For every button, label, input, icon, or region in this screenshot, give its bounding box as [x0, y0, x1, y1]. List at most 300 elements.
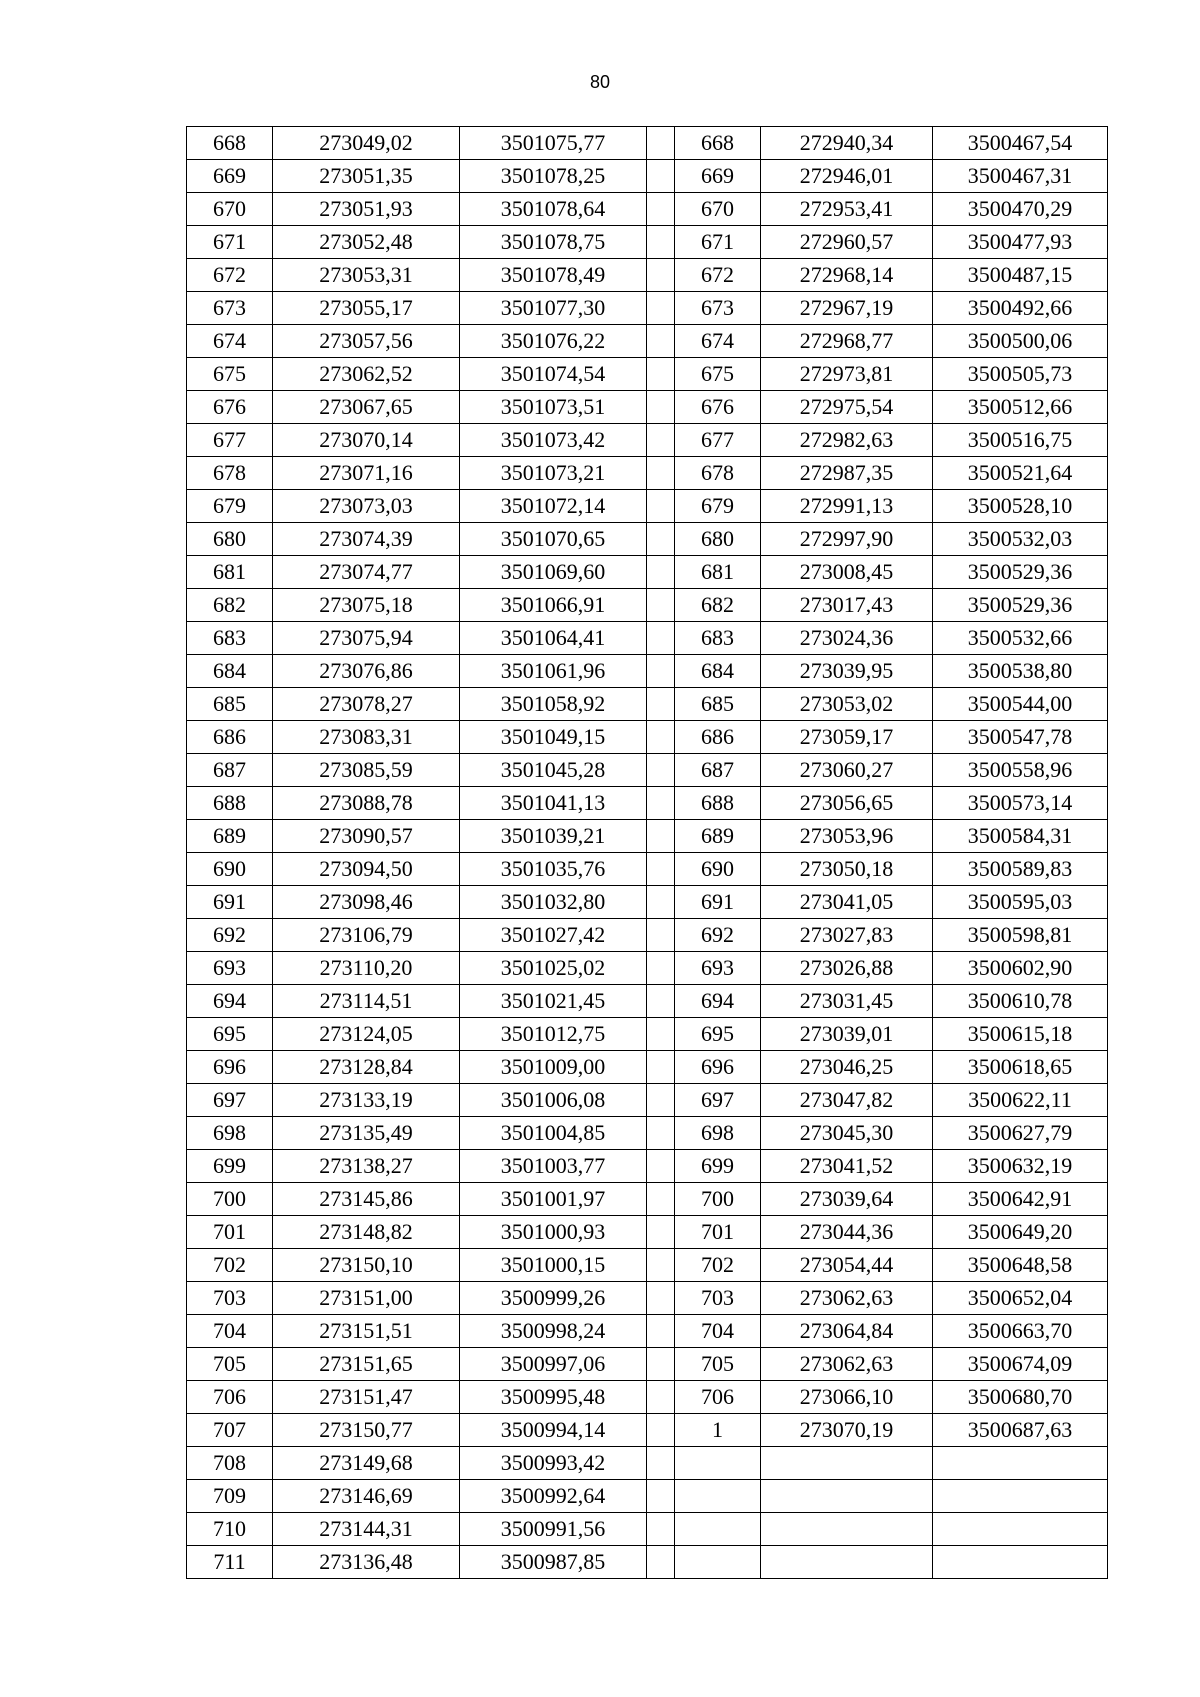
right-x-coordinate: 273047,82 [761, 1084, 933, 1117]
right-point-number: 702 [675, 1249, 761, 1282]
separator-cell [647, 1183, 675, 1216]
table-row [187, 160, 1108, 193]
right-point-number: 706 [675, 1381, 761, 1414]
left-y-coordinate: 3501073,21 [460, 457, 647, 490]
table-row [187, 556, 1108, 589]
left-point-number: 674 [187, 325, 273, 358]
left-y-coordinate: 3501069,60 [460, 556, 647, 589]
right-x-coordinate: 273059,17 [761, 721, 933, 754]
table-row [187, 853, 1108, 886]
left-x-coordinate: 273110,20 [273, 952, 460, 985]
left-point-number: 694 [187, 985, 273, 1018]
right-y-coordinate: 3500512,66 [933, 391, 1108, 424]
right-point-number: 673 [675, 292, 761, 325]
left-x-coordinate: 273145,86 [273, 1183, 460, 1216]
left-y-coordinate: 3500993,42 [460, 1447, 647, 1480]
left-y-coordinate: 3501045,28 [460, 754, 647, 787]
left-x-coordinate: 273146,69 [273, 1480, 460, 1513]
table-row [187, 127, 1108, 160]
separator-cell [647, 292, 675, 325]
right-y-coordinate: 3500610,78 [933, 985, 1108, 1018]
table-row [187, 919, 1108, 952]
right-y-coordinate [933, 1546, 1108, 1579]
right-point-number: 669 [675, 160, 761, 193]
left-point-number: 709 [187, 1480, 273, 1513]
left-y-coordinate: 3501012,75 [460, 1018, 647, 1051]
separator-cell [647, 1513, 675, 1546]
right-y-coordinate: 3500632,19 [933, 1150, 1108, 1183]
table-row [187, 1216, 1108, 1249]
right-point-number: 691 [675, 886, 761, 919]
separator-cell [647, 688, 675, 721]
table-row [187, 358, 1108, 391]
left-y-coordinate: 3501072,14 [460, 490, 647, 523]
left-point-number: 671 [187, 226, 273, 259]
left-x-coordinate: 273062,52 [273, 358, 460, 391]
right-x-coordinate: 272953,41 [761, 193, 933, 226]
page-number: 80 [589, 72, 611, 92]
table-row [187, 1546, 1108, 1579]
left-y-coordinate: 3501075,77 [460, 127, 647, 160]
right-y-coordinate: 3500602,90 [933, 952, 1108, 985]
separator-cell [647, 1447, 675, 1480]
right-x-coordinate: 273039,01 [761, 1018, 933, 1051]
left-x-coordinate: 273090,57 [273, 820, 460, 853]
table-row [187, 1381, 1108, 1414]
right-point-number: 700 [675, 1183, 761, 1216]
right-y-coordinate: 3500622,11 [933, 1084, 1108, 1117]
left-y-coordinate: 3501000,93 [460, 1216, 647, 1249]
table-row [187, 985, 1108, 1018]
left-x-coordinate: 273071,16 [273, 457, 460, 490]
left-x-coordinate: 273128,84 [273, 1051, 460, 1084]
right-y-coordinate [933, 1447, 1108, 1480]
right-y-coordinate: 3500674,09 [933, 1348, 1108, 1381]
table-row [187, 523, 1108, 556]
right-x-coordinate: 272975,54 [761, 391, 933, 424]
table-row [187, 787, 1108, 820]
left-point-number: 687 [187, 754, 273, 787]
separator-cell [647, 1348, 675, 1381]
left-x-coordinate: 273051,35 [273, 160, 460, 193]
left-y-coordinate: 3501003,77 [460, 1150, 647, 1183]
left-point-number: 678 [187, 457, 273, 490]
left-point-number: 681 [187, 556, 273, 589]
right-point-number: 676 [675, 391, 761, 424]
left-y-coordinate: 3500998,24 [460, 1315, 647, 1348]
separator-cell [647, 952, 675, 985]
right-y-coordinate: 3500529,36 [933, 589, 1108, 622]
separator-cell [647, 226, 675, 259]
separator-cell [647, 424, 675, 457]
table-row [187, 622, 1108, 655]
right-x-coordinate [761, 1546, 933, 1579]
separator-cell [647, 1282, 675, 1315]
table-row [187, 424, 1108, 457]
separator-cell [647, 1414, 675, 1447]
left-y-coordinate: 3500992,64 [460, 1480, 647, 1513]
separator-cell [647, 1018, 675, 1051]
separator-cell [647, 391, 675, 424]
left-point-number: 668 [187, 127, 273, 160]
separator-cell [647, 193, 675, 226]
left-x-coordinate: 273151,65 [273, 1348, 460, 1381]
right-point-number: 681 [675, 556, 761, 589]
right-y-coordinate: 3500477,93 [933, 226, 1108, 259]
right-point-number [675, 1447, 761, 1480]
left-x-coordinate: 273074,77 [273, 556, 460, 589]
right-x-coordinate: 273008,45 [761, 556, 933, 589]
left-y-coordinate: 3501073,51 [460, 391, 647, 424]
left-point-number: 684 [187, 655, 273, 688]
table-row [187, 193, 1108, 226]
right-point-number: 677 [675, 424, 761, 457]
separator-cell [647, 1249, 675, 1282]
left-y-coordinate: 3501039,21 [460, 820, 647, 853]
table-row [187, 391, 1108, 424]
left-point-number: 683 [187, 622, 273, 655]
left-point-number: 704 [187, 1315, 273, 1348]
right-x-coordinate: 272946,01 [761, 160, 933, 193]
right-x-coordinate: 273027,83 [761, 919, 933, 952]
table-row [187, 1183, 1108, 1216]
right-x-coordinate: 273062,63 [761, 1348, 933, 1381]
right-point-number: 678 [675, 457, 761, 490]
left-point-number: 696 [187, 1051, 273, 1084]
left-point-number: 676 [187, 391, 273, 424]
table-row [187, 325, 1108, 358]
left-y-coordinate: 3500997,06 [460, 1348, 647, 1381]
table-row [187, 1447, 1108, 1480]
left-point-number: 699 [187, 1150, 273, 1183]
right-y-coordinate: 3500505,73 [933, 358, 1108, 391]
right-y-coordinate: 3500615,18 [933, 1018, 1108, 1051]
table-row [187, 1051, 1108, 1084]
right-y-coordinate: 3500663,70 [933, 1315, 1108, 1348]
separator-cell [647, 853, 675, 886]
table-row [187, 1249, 1108, 1282]
right-point-number: 684 [675, 655, 761, 688]
left-point-number: 673 [187, 292, 273, 325]
left-y-coordinate: 3500991,56 [460, 1513, 647, 1546]
left-point-number: 680 [187, 523, 273, 556]
right-y-coordinate: 3500573,14 [933, 787, 1108, 820]
right-point-number: 672 [675, 259, 761, 292]
left-point-number: 700 [187, 1183, 273, 1216]
separator-cell [647, 622, 675, 655]
left-x-coordinate: 273053,31 [273, 259, 460, 292]
left-point-number: 695 [187, 1018, 273, 1051]
left-y-coordinate: 3501035,76 [460, 853, 647, 886]
right-x-coordinate: 273041,52 [761, 1150, 933, 1183]
right-point-number: 688 [675, 787, 761, 820]
right-y-coordinate: 3500598,81 [933, 919, 1108, 952]
table-row [187, 886, 1108, 919]
right-point-number: 689 [675, 820, 761, 853]
right-x-coordinate: 272987,35 [761, 457, 933, 490]
left-point-number: 697 [187, 1084, 273, 1117]
right-x-coordinate: 273041,05 [761, 886, 933, 919]
left-point-number: 708 [187, 1447, 273, 1480]
left-y-coordinate: 3501076,22 [460, 325, 647, 358]
separator-cell [647, 886, 675, 919]
left-point-number: 702 [187, 1249, 273, 1282]
right-point-number [675, 1480, 761, 1513]
left-y-coordinate: 3501078,75 [460, 226, 647, 259]
left-point-number: 679 [187, 490, 273, 523]
separator-cell [647, 1051, 675, 1084]
left-x-coordinate: 273088,78 [273, 787, 460, 820]
right-y-coordinate: 3500589,83 [933, 853, 1108, 886]
separator-cell [647, 490, 675, 523]
separator-cell [647, 1546, 675, 1579]
right-x-coordinate: 272991,13 [761, 490, 933, 523]
left-y-coordinate: 3501064,41 [460, 622, 647, 655]
right-point-number: 671 [675, 226, 761, 259]
right-x-coordinate: 272967,19 [761, 292, 933, 325]
left-y-coordinate: 3501058,92 [460, 688, 647, 721]
left-x-coordinate: 273150,77 [273, 1414, 460, 1447]
right-y-coordinate: 3500487,15 [933, 259, 1108, 292]
left-y-coordinate: 3501070,65 [460, 523, 647, 556]
right-x-coordinate: 273026,88 [761, 952, 933, 985]
right-x-coordinate: 273056,65 [761, 787, 933, 820]
left-y-coordinate: 3501000,15 [460, 1249, 647, 1282]
table-row [187, 820, 1108, 853]
table-row [187, 490, 1108, 523]
left-x-coordinate: 273075,94 [273, 622, 460, 655]
table-row [187, 754, 1108, 787]
right-point-number: 703 [675, 1282, 761, 1315]
right-y-coordinate: 3500532,03 [933, 523, 1108, 556]
right-y-coordinate: 3500528,10 [933, 490, 1108, 523]
separator-cell [647, 754, 675, 787]
table-row [187, 688, 1108, 721]
left-x-coordinate: 273106,79 [273, 919, 460, 952]
right-x-coordinate: 272973,81 [761, 358, 933, 391]
left-x-coordinate: 273078,27 [273, 688, 460, 721]
right-point-number [675, 1513, 761, 1546]
table-row [187, 1084, 1108, 1117]
left-y-coordinate: 3501074,54 [460, 358, 647, 391]
left-point-number: 675 [187, 358, 273, 391]
left-x-coordinate: 273075,18 [273, 589, 460, 622]
separator-cell [647, 1480, 675, 1513]
right-x-coordinate [761, 1480, 933, 1513]
left-point-number: 710 [187, 1513, 273, 1546]
left-y-coordinate: 3500999,26 [460, 1282, 647, 1315]
left-x-coordinate: 273085,59 [273, 754, 460, 787]
left-y-coordinate: 3501073,42 [460, 424, 647, 457]
right-point-number: 701 [675, 1216, 761, 1249]
left-x-coordinate: 273070,14 [273, 424, 460, 457]
left-x-coordinate: 273144,31 [273, 1513, 460, 1546]
right-y-coordinate [933, 1480, 1108, 1513]
left-x-coordinate: 273083,31 [273, 721, 460, 754]
left-point-number: 677 [187, 424, 273, 457]
left-point-number: 689 [187, 820, 273, 853]
right-y-coordinate: 3500500,06 [933, 325, 1108, 358]
right-y-coordinate: 3500492,66 [933, 292, 1108, 325]
right-x-coordinate: 272968,77 [761, 325, 933, 358]
right-y-coordinate: 3500649,20 [933, 1216, 1108, 1249]
left-point-number: 690 [187, 853, 273, 886]
right-y-coordinate: 3500544,00 [933, 688, 1108, 721]
table-row [187, 292, 1108, 325]
left-y-coordinate: 3501006,08 [460, 1084, 647, 1117]
table-row [187, 1150, 1108, 1183]
left-x-coordinate: 273057,56 [273, 325, 460, 358]
left-x-coordinate: 273076,86 [273, 655, 460, 688]
left-y-coordinate: 3501041,13 [460, 787, 647, 820]
right-y-coordinate: 3500642,91 [933, 1183, 1108, 1216]
table-row [187, 952, 1108, 985]
right-point-number: 675 [675, 358, 761, 391]
right-point-number: 687 [675, 754, 761, 787]
separator-cell [647, 919, 675, 952]
table-row [187, 1414, 1108, 1447]
left-point-number: 701 [187, 1216, 273, 1249]
right-point-number: 695 [675, 1018, 761, 1051]
right-x-coordinate: 273031,45 [761, 985, 933, 1018]
table-row [187, 457, 1108, 490]
left-x-coordinate: 273051,93 [273, 193, 460, 226]
separator-cell [647, 457, 675, 490]
right-point-number: 685 [675, 688, 761, 721]
right-point-number: 704 [675, 1315, 761, 1348]
right-point-number: 683 [675, 622, 761, 655]
separator-cell [647, 127, 675, 160]
right-point-number: 693 [675, 952, 761, 985]
separator-cell [647, 259, 675, 292]
right-y-coordinate: 3500680,70 [933, 1381, 1108, 1414]
right-x-coordinate: 273045,30 [761, 1117, 933, 1150]
right-y-coordinate: 3500618,65 [933, 1051, 1108, 1084]
right-x-coordinate: 273066,10 [761, 1381, 933, 1414]
left-x-coordinate: 273049,02 [273, 127, 460, 160]
left-y-coordinate: 3501004,85 [460, 1117, 647, 1150]
left-y-coordinate: 3501077,30 [460, 292, 647, 325]
right-point-number: 670 [675, 193, 761, 226]
left-point-number: 692 [187, 919, 273, 952]
right-x-coordinate: 272968,14 [761, 259, 933, 292]
table-row [187, 1348, 1108, 1381]
left-x-coordinate: 273094,50 [273, 853, 460, 886]
left-point-number: 691 [187, 886, 273, 919]
right-y-coordinate: 3500652,04 [933, 1282, 1108, 1315]
right-x-coordinate: 273053,96 [761, 820, 933, 853]
left-point-number: 703 [187, 1282, 273, 1315]
left-y-coordinate: 3501032,80 [460, 886, 647, 919]
right-point-number: 682 [675, 589, 761, 622]
left-point-number: 706 [187, 1381, 273, 1414]
right-x-coordinate: 273039,64 [761, 1183, 933, 1216]
right-y-coordinate: 3500558,96 [933, 754, 1108, 787]
left-point-number: 705 [187, 1348, 273, 1381]
left-y-coordinate: 3501078,25 [460, 160, 647, 193]
separator-cell [647, 820, 675, 853]
right-x-coordinate: 272960,57 [761, 226, 933, 259]
left-y-coordinate: 3501027,42 [460, 919, 647, 952]
right-x-coordinate: 272940,34 [761, 127, 933, 160]
right-x-coordinate: 273024,36 [761, 622, 933, 655]
separator-cell [647, 721, 675, 754]
left-x-coordinate: 273114,51 [273, 985, 460, 1018]
left-x-coordinate: 273151,51 [273, 1315, 460, 1348]
right-y-coordinate [933, 1513, 1108, 1546]
left-point-number: 698 [187, 1117, 273, 1150]
right-x-coordinate: 273054,44 [761, 1249, 933, 1282]
right-point-number: 1 [675, 1414, 761, 1447]
left-y-coordinate: 3501078,49 [460, 259, 647, 292]
separator-cell [647, 1315, 675, 1348]
right-point-number: 679 [675, 490, 761, 523]
left-y-coordinate: 3501001,97 [460, 1183, 647, 1216]
left-x-coordinate: 273052,48 [273, 226, 460, 259]
right-y-coordinate: 3500648,58 [933, 1249, 1108, 1282]
right-y-coordinate: 3500687,63 [933, 1414, 1108, 1447]
left-point-number: 707 [187, 1414, 273, 1447]
table-row [187, 1282, 1108, 1315]
separator-cell [647, 985, 675, 1018]
left-x-coordinate: 273073,03 [273, 490, 460, 523]
coordinates-table [186, 126, 1108, 1579]
left-x-coordinate: 273148,82 [273, 1216, 460, 1249]
table-row [187, 226, 1108, 259]
right-y-coordinate: 3500516,75 [933, 424, 1108, 457]
right-point-number: 696 [675, 1051, 761, 1084]
table-row [187, 655, 1108, 688]
separator-cell [647, 358, 675, 391]
table-row [187, 1480, 1108, 1513]
left-point-number: 711 [187, 1546, 273, 1579]
right-y-coordinate: 3500529,36 [933, 556, 1108, 589]
right-y-coordinate: 3500584,31 [933, 820, 1108, 853]
right-x-coordinate: 273053,02 [761, 688, 933, 721]
right-x-coordinate: 273064,84 [761, 1315, 933, 1348]
right-point-number: 668 [675, 127, 761, 160]
table-row [187, 259, 1108, 292]
right-point-number: 674 [675, 325, 761, 358]
left-x-coordinate: 273055,17 [273, 292, 460, 325]
right-x-coordinate: 273017,43 [761, 589, 933, 622]
right-y-coordinate: 3500595,03 [933, 886, 1108, 919]
separator-cell [647, 655, 675, 688]
left-y-coordinate: 3500995,48 [460, 1381, 647, 1414]
right-x-coordinate: 273039,95 [761, 655, 933, 688]
separator-cell [647, 325, 675, 358]
left-y-coordinate: 3501049,15 [460, 721, 647, 754]
left-x-coordinate: 273098,46 [273, 886, 460, 919]
right-point-number: 680 [675, 523, 761, 556]
right-point-number: 692 [675, 919, 761, 952]
coordinates-table-body [187, 127, 1108, 1579]
right-y-coordinate: 3500467,54 [933, 127, 1108, 160]
right-y-coordinate: 3500521,64 [933, 457, 1108, 490]
right-y-coordinate: 3500627,79 [933, 1117, 1108, 1150]
left-point-number: 688 [187, 787, 273, 820]
left-x-coordinate: 273138,27 [273, 1150, 460, 1183]
table-row [187, 1117, 1108, 1150]
right-x-coordinate [761, 1513, 933, 1546]
right-point-number: 705 [675, 1348, 761, 1381]
left-point-number: 682 [187, 589, 273, 622]
right-x-coordinate: 273044,36 [761, 1216, 933, 1249]
table-row [187, 589, 1108, 622]
separator-cell [647, 589, 675, 622]
right-point-number: 686 [675, 721, 761, 754]
left-x-coordinate: 273124,05 [273, 1018, 460, 1051]
